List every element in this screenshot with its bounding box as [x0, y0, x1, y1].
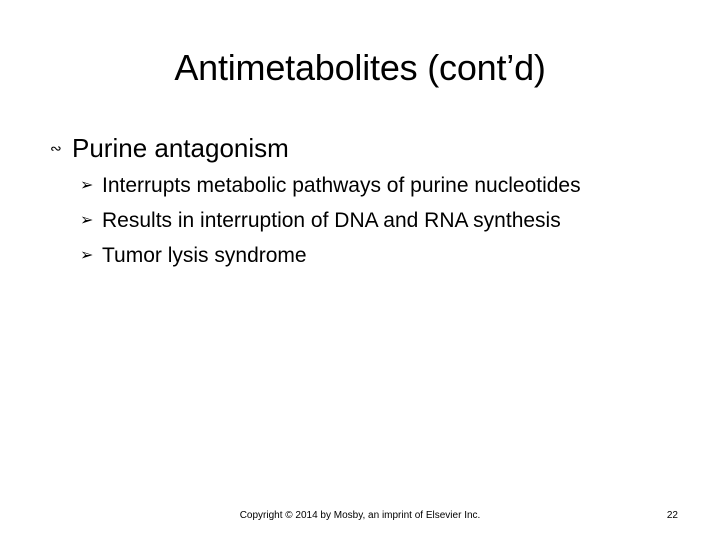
- list-item: [80, 168, 581, 203]
- arrow-bullet-icon: ➢: [80, 212, 94, 229]
- slide-title: Antimetabolites (cont’d): [174, 47, 546, 88]
- list-item: [80, 238, 581, 273]
- sub-bullet-list: [80, 168, 581, 273]
- list-item: [80, 203, 581, 238]
- copyright-text: Copyright © 2014 by Mosby, an imprint of Elsevier Inc.: [239, 510, 481, 521]
- bullet-glyph-icon: ∾: [50, 140, 62, 156]
- page-number: 22: [666, 510, 678, 521]
- sub-bullet-text: Interrupts metabolic pathways of purine nucleotides: [102, 174, 581, 197]
- sub-bullet-text: Tumor lysis syndrome: [102, 244, 307, 267]
- main-bullet: [50, 130, 289, 166]
- arrow-bullet-icon: ➢: [80, 247, 94, 264]
- slide-footer: [0, 508, 720, 524]
- sub-bullet-text: Results in interruption of DNA and RNA synthesis: [102, 209, 561, 232]
- arrow-bullet-icon: ➢: [80, 177, 94, 194]
- main-bullet-text: Purine antagonism: [72, 133, 289, 163]
